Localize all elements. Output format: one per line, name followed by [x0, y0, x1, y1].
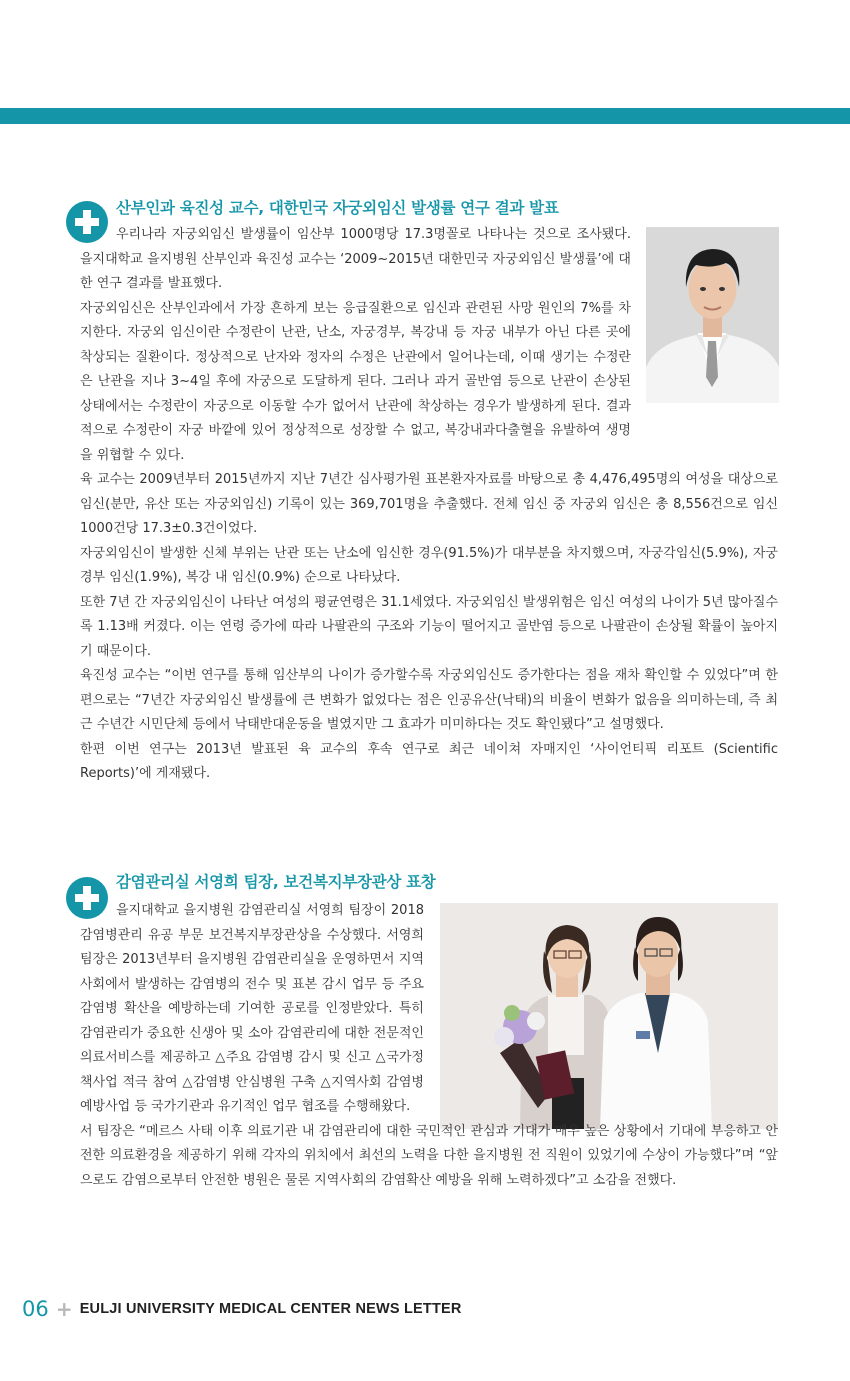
- paragraph: 또한 7년 간 자궁외임신이 나타난 여성의 평균연령은 31.1세였다. 자궁외임신 발생위험은 임신 여성의 나이가 5년 많아질수록 1.13배 커졌다. 이는 연령 증가에 따라 나팔관의 구조와 기능이 떨어지고 골반염 등으로 나팔관이 손상될 확률이 높아지기 때문이다.: [80, 594, 778, 659]
- newsletter-title: EULJI UNIVERSITY MEDICAL CENTER NEWS LETTER: [79, 1301, 462, 1317]
- page-number: 06: [22, 1297, 49, 1321]
- article-body: [80, 223, 778, 787]
- paragraph: 자궁외임신은 산부인과에서 가장 흔하게 보는 응급질환으로 임신과 관련된 사망 원인의 7%를 차지한다. 자궁외 임신이란 수정란이 난관, 난소, 자궁경부, 복강내 등 자궁 내부가 아닌 다른 곳에 착상되는 질환이다. 정상적으로 난자와 정자의 수정은 난관에서 일어나는데, 이때 생기는 수정란은 난관을 지나 3~4일 후에 자궁으로 도달하게 된다. 그러나 과거 골반염 등으로 난관이 손상된 상태에서는 수정란이 자궁으로 이동할 수가 없어서 난관에 착상하는 경우가 발생하게 된다. 결과적으로 수정란이 자궁 바깥에 있어 정상적으로 성장할 수 없고, 복강내과다출혈을 유발하여 생명을 위협할 수 있다.: [80, 300, 631, 463]
- paragraph: 서 팀장은 “메르스 사태 이후 의료기관 내 감염관리에 대한 국민적인 관심과 기대가 매우 높은 상황에서 기대에 부응하고 안전한 의료환경을 제공하기 위해 각자의 위치에서 최선의 노력을 다한 을지병원 전 직원이 있었기에 수상이 가능했다”며 “앞으로도 감염으로부터 안전한 병원은 물론 지역사회의 감염확산 예방을 위해 노력하겠다”고 소감을 전했다.: [80, 1123, 778, 1188]
- article-headline: 산부인과 육진성 교수, 대한민국 자궁외임신 발생률 연구 결과 발표: [116, 199, 559, 217]
- paragraph: 육진성 교수는 “이번 연구를 통해 임산부의 나이가 증가할수록 자궁외임신도 증가한다는 점을 재차 확인할 수 있었다”며 한편으로는 “7년간 자궁외임신 발생률에 큰 변화가 없었다는 점은 인공유산(낙태)의 비율이 변화가 없음을 의미하는데, 즉 최근 수년간 시민단체 등에서 낙태반대운동을 벌였지만 그 효과가 미미하다는 것도 확인됐다”고 설명했다.: [80, 668, 778, 732]
- article-body: [80, 899, 778, 1193]
- paragraph: 육 교수는 2009년부터 2015년까지 지난 7년간 심사평가원 표본환자자료를 바탕으로 총 4,476,495명의 여성을 대상으로 임신(분만, 유산 또는 자궁외임신) 기록이 있는 369,701명을 추출했다. 전체 임신 중 자궁외 임신은 총 8,556건으로 임신 1000건당 17.3±0.3건이었다.: [80, 472, 778, 536]
- paragraph: 을지대학교 을지병원 감염관리실 서영희 팀장이 2018 감염병관리 유공 부문 보건복지부장관상을 수상했다. 서영희 팀장은 2013년부터 을지병원 감염관리실을 운영하면서 지역사회에서 발생하는 감염병의 전수 및 표본 감시 업무 등 주요 감염병 확산을 예방하는데 기여한 공로를 인정받았다. 특히 감염관리가 중요한 신생아 및 소아 감염관리에 대한 전문적인 의료서비스를 제공하고 △주요 감염병 감시 및 신고 △국가정책사업 적극 참여 △감염병 안심병원 구축 △지역사회 감염병 예방사업 등 국가기관과 유기적인 업무 협조를 수행해왔다.: [80, 903, 424, 1114]
- footer-plus-icon: +: [55, 1297, 73, 1321]
- header-band: [0, 108, 850, 124]
- paragraph: 한편 이번 연구는 2013년 발표된 육 교수의 후속 연구로 최근 네이쳐 자매지인 ‘사이언티픽 리포트 (Scientific Reports)’에 게재됐다.: [80, 741, 778, 781]
- paragraph: 우리나라 자궁외임신 발생률이 임산부 1000명당 17.3명꼴로 나타나는 것으로 조사됐다. 을지대학교 을지병원 산부인과 육진성 교수는 ‘2009~2015년 대한민국 자궁외임신 발생률’에 대한 연구 결과를 발표했다.: [80, 227, 631, 291]
- article-headline: 감염관리실 서영희 팀장, 보건복지부장관상 표창: [116, 873, 436, 891]
- paragraph: 자궁외임신이 발생한 신체 부위는 난관 또는 난소에 임신한 경우(91.5%)가 대부분을 차지했으며, 자궁각임신(5.9%), 자궁 경부 임신(1.9%), 복강 내 임신(0.9%) 순으로 나타났다.: [80, 545, 778, 585]
- page-footer: [22, 1297, 462, 1321]
